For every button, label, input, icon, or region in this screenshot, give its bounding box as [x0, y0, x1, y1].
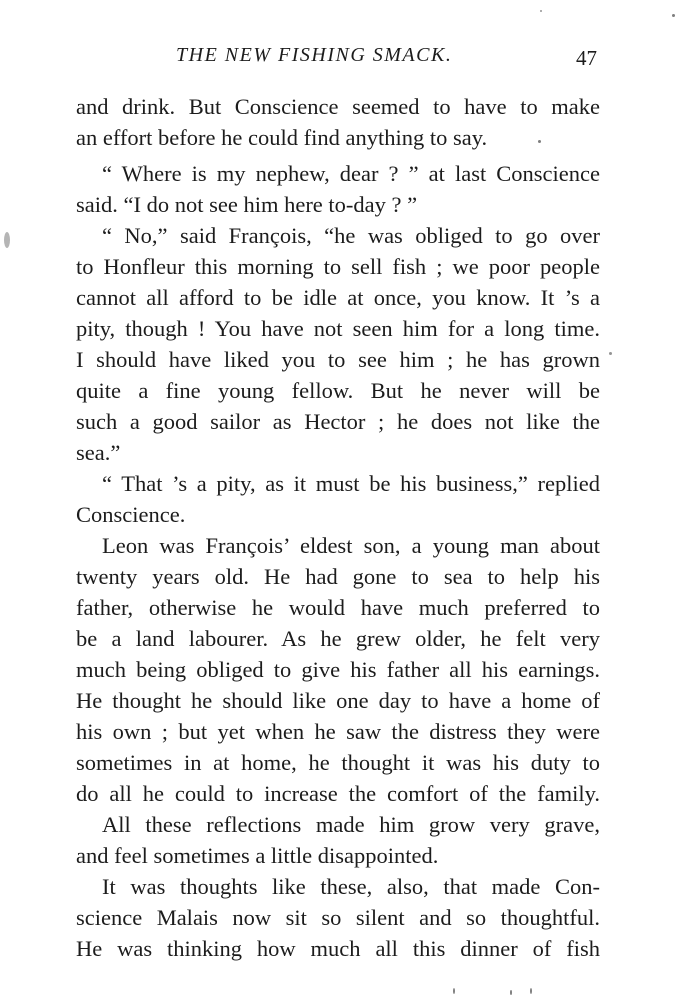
text-line: to Honfleur this morning to sell fish ; we poor people — [76, 254, 600, 279]
text-line: his own ; but yet when he saw the distress they were — [76, 719, 600, 744]
text-line: “ No,” said François, “he was obliged to go over — [102, 223, 600, 248]
text-line: be a land labourer. As he grew older, he felt very — [76, 626, 600, 651]
text-line: science Malais now sit so silent and so thoughtful. — [76, 905, 600, 930]
text-line: He thought he should like one day to have a home of — [76, 688, 600, 713]
scan-speck — [672, 14, 675, 17]
text-line: It was thoughts like these, also, that made Con- — [102, 874, 600, 899]
text-line: sometimes in at home, he thought it was his duty to — [76, 750, 600, 775]
text-line: sea.” — [76, 440, 121, 465]
text-line: such a good sailor as Hector ; he does not like the — [76, 409, 600, 434]
scan-speck — [453, 988, 455, 994]
text-line: and drink. But Conscience seemed to have to make — [76, 94, 600, 119]
text-line: cannot all afford to be idle at once, you know. It ’s a — [76, 285, 600, 310]
text-line: He was thinking how much all this dinner of fish — [76, 936, 600, 961]
scan-speck — [538, 140, 541, 143]
text-line: Conscience. — [76, 502, 186, 527]
text-line: I should have liked you to see him ; he has grown — [76, 347, 600, 372]
text-line: an effort before he could find anything to say. — [76, 125, 488, 150]
text-line: All these reflections made him grow very grave, — [102, 812, 600, 837]
text-line: “ Where is my nephew, dear ? ” at last Conscience — [102, 161, 600, 186]
text-line: twenty years old. He had gone to sea to help his — [76, 564, 600, 589]
text-line: Leon was François’ eldest son, a young man about — [102, 533, 600, 558]
running-head: THE NEW FISHING SMACK. — [176, 44, 453, 66]
scan-speck — [4, 232, 10, 248]
page-number: 47 — [576, 46, 597, 70]
text-line: do all he could to increase the comfort of the family. — [76, 781, 600, 806]
scan-speck — [540, 10, 542, 12]
text-line: quite a fine young fellow. But he never will be — [76, 378, 600, 403]
scan-speck — [510, 990, 512, 995]
text-line: said. “I do not see him here to-day ? ” — [76, 192, 418, 217]
text-line: much being obliged to give his father all his earnings. — [76, 657, 600, 682]
scan-speck — [609, 352, 612, 355]
text-line: and feel sometimes a little disappointed. — [76, 843, 439, 868]
text-line: pity, though ! You have not seen him for a long time. — [76, 316, 600, 341]
text-line: “ That ’s a pity, as it must be his business,” replied — [102, 471, 600, 496]
scan-speck — [530, 988, 532, 994]
text-line: father, otherwise he would have much preferred to — [76, 595, 600, 620]
